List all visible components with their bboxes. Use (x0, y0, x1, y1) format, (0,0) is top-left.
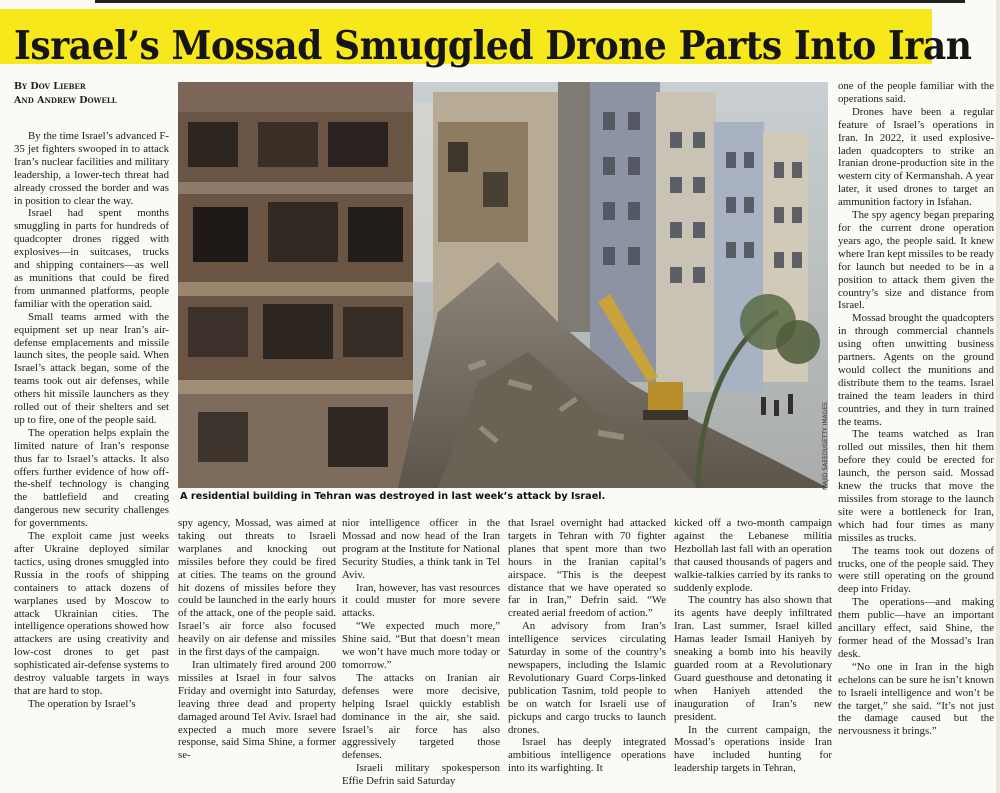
paragraph: “No one in Iran in the high echelons can be sure he isn’t known to Israeli intelligence and won’t be the target,” she said. “It’s not just the damage caused but the nervousness it brings.” (838, 660, 994, 738)
news-photo (178, 82, 828, 488)
paragraph: spy agency, Mossad, was aimed at taking out threats to Israeli warplanes and knocking out missiles before they could be fired at cities. The teams on the ground hit dozens of missiles before they could be launched in the early hours of the attack, one of the people said. Israel’s air force also focused heavily on air defense and missiles in the first days of the campaign. (178, 517, 336, 659)
paragraph: The operation helps explain the limited nature of Iran’s response thus far to Israel’s attacks. It also offers further evidence of how off-the-shelf technology is changing the battlefield and creating dangerous new security challenges for governments. (14, 426, 169, 530)
byline-author-1: By Dov Lieber (14, 81, 86, 92)
article-column-4 (508, 517, 666, 793)
paragraph: The spy agency began preparing for the current drone operation years ago, the people said. It knew where Iran kept missiles to be ready for launch but needed to be in a position to attack them given the country’s size and distance from Israel. (838, 209, 994, 312)
paragraph: The operations—and making them public—have an important ancillary effect, said Shine, the former head of the Mossad’s Iran desk. (838, 596, 994, 660)
paragraph: Iran ultimately fired around 200 missiles at Israel in four salvos Friday and overnight into Saturday, leaving three dead and property damaged around Tel Aviv. Israel had expected a much more severe response, said Sima Shine, a former se- (178, 658, 336, 762)
paragraph: The teams watched as Iran rolled out missiles, then hit them before they could be erected for launch, the person said. Mossad knew the trucks that move the missiles from storage to the launch site were a bottleneck for Iran, which had four times as many missiles as trucks. (838, 428, 994, 544)
paragraph: Israel has deeply integrated ambitious intelligence operations into its warfighting. It (508, 736, 666, 775)
paragraph: The operation by Israel’s (28, 697, 136, 710)
paragraph: Israeli military spokesperson Effie Defrin said Saturday (342, 762, 500, 788)
headline-highlight (0, 9, 972, 69)
paragraph: The country has also shown that its agents have deeply infiltrated Iran. Last summer, Israel killed Hamas leader Ismail Haniyeh by sneaking a bomb into his heavily guarded room at a Revolutionary Guard guesthouse and detonating it when Haniyeh attended the inauguration of Iran’s new president. (674, 594, 832, 723)
paragraph: kicked off a two-month campaign against the Lebanese militia Hezbollah last fall with an operation that caused thousands of pagers and walkie-talkies carried by its ranks to suddenly explode. (674, 517, 832, 594)
paragraph: By the time Israel’s advanced F-35 jet fighters swooped in to attack Iran’s nuclear facilities and military leadership, a lower-tech threat had already crossed the border and was in position to clear the way. (14, 130, 169, 207)
paragraph: Mossad brought the quadcopters in through commercial channels using often unwitting business partners. Agents on the ground would collect the munitions and distribute them to the teams. Israel trained the team leaders in third countries, and they in turn trained the teams. (838, 312, 994, 428)
paragraph: Drones have been a regular feature of Israel’s operations in Iran. In 2022, it used explosive-laden quadcopters to strike an Iranian drone-production site in the western city of Kermanshah. A year later, it used drones to target an ammunition factory in Isfahan. (838, 105, 994, 209)
paragraph: The teams took out dozens of trucks, one of the people said. They were still operating on the ground deep into Friday. (838, 544, 994, 596)
paragraph: Israel had spent months smuggling in parts for hundreds of quadcopter drones rigged with explosives—in suitcases, trucks and shipping containers—as well as munitions that could be fired from unmanned platforms, people familiar with the operation said. (14, 207, 169, 310)
paragraph: Small teams armed with the equipment set up near Iran’s air-defense emplacements and missile launch sites, the people said. When Israel’s attack began, some of the teams took out air defenses, while others hit missile launchers as they rolled out of their shelters and set up to fire, one of the people said. (14, 310, 169, 426)
byline (14, 80, 164, 108)
top-rule (95, 0, 965, 3)
destroyed-building-photo (178, 82, 828, 488)
paragraph: “We expected much more,” Shine said. “But that doesn’t mean we won’t have much more today or tomorrow.” (342, 620, 500, 671)
article-column-2 (178, 517, 336, 793)
paragraph: The attacks on Iranian air defenses were more decisive, helping Israel quickly establish dominance in the air, she said. Israel’s air force has also aggressively targeted those defenses. (342, 671, 500, 762)
article-column-6 (838, 80, 994, 793)
scrollbar[interactable] (996, 0, 1000, 793)
photo-caption: A residential building in Tehran was destroyed in last week’s attack by Israel. (180, 491, 606, 502)
paragraph: Iran, however, has vast resources it could muster for more severe attacks. (342, 581, 500, 620)
paragraph: nior intelligence officer in the Mossad and now head of the Iran program at the Institute for National Security Studies, a think tank in Tel Aviv. (342, 517, 500, 581)
headline: Israel’s Mossad Smuggled Drone Parts Into Iran (14, 23, 972, 69)
article-column-3 (342, 517, 500, 793)
article-column-1 (14, 130, 169, 793)
article-column-5 (674, 517, 832, 793)
paragraph: An advisory from Iran’s intelligence services circulating Saturday in some of the country’s newspapers, including the Islamic Revolutionary Guard Corps-linked publication Tasnim, told people to be on watch for Israeli use of pickups and cargo trucks to launch drones. (508, 620, 666, 736)
photo-credit: MAJID SAEEDI/GETTY IMAGES (822, 402, 829, 490)
byline-author-2: And Andrew Dowell (14, 95, 117, 106)
paragraph: The exploit came just weeks after Ukraine deployed similar tactics, using drones smuggled into Russia in the roofs of shipping containers to attack dozens of warplanes used by Moscow to attack Ukrainian cities. The intelligence operations showed how attackers are using creativity and low-cost drones to get past sophisticated air-defense systems to destroy valuable targets in ways that are hard to stop. (14, 530, 169, 697)
paragraph: In the current campaign, the Mossad’s operations inside Iran have included hunting for leadership targets in Tehran, (674, 723, 832, 775)
paragraph: one of the people familiar with the operations said. (838, 80, 994, 105)
paragraph: that Israel overnight had attacked targets in Tehran with 70 fighter planes that spent more than two hours in the Iranian capital’s airspace. “This is the deepest distance that we have operated so far in Iran,” Defrin said. “We created aerial freedom of action.” (508, 517, 666, 620)
